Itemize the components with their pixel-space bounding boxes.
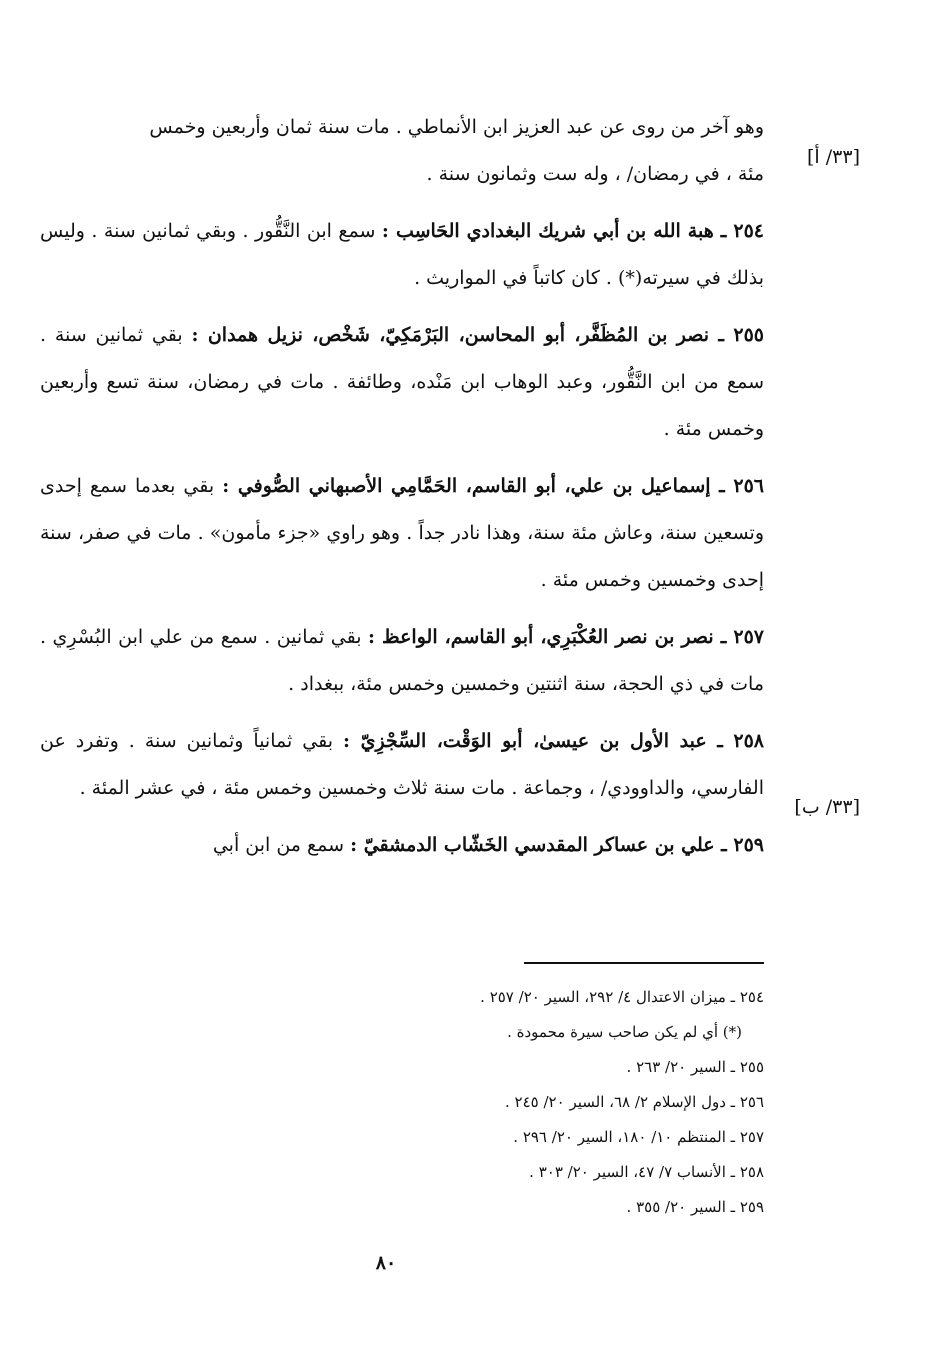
entry-heading: ٢٥٦ ـ إسماعيل بن علي، أبو القاسم، الحَمَّامِي الأصبهاني الصُّوفي : [222,475,764,497]
text-line: وهو آخر من روى عن عبد العزيز ابن الأنماطي . مات سنة ثمان وأربعين وخمس [149,116,764,138]
footnote-258: ٢٥٨ ـ الأنساب ٧/ ٤٧، السير ٢٠/ ٣٠٣ . [529,1163,764,1181]
footnote-257: ٢٥٧ ـ المنتظم ١٠/ ١٨٠، السير ٢٠/ ٢٩٦ . [513,1128,764,1146]
folio-marker-33b: [٣٣/ ب] [794,796,860,818]
entry-heading: ٢٥٨ ـ عبد الأول بن عيسىٰ، أبو الوَقْت، السِّجْزِيّ : [343,730,764,752]
entry-heading: ٢٥٧ ـ نصر بن نصر العُكْبَرِي، أبو القاسم، الواعظ : [367,626,764,648]
footnote-254: ٢٥٤ ـ ميزان الاعتدال ٤/ ٢٩٢، السير ٢٠/ ٢٥٧ . [480,988,764,1006]
entry-text: بقي ثمانين سنة . سمع من ابن النَّقُّور، وعبد الوهاب ابن مَنْده، وطائفة . مات في رمضان، سنة تسع وأربعين وخمس مئة . [40,324,764,440]
entry-text: بقي بعدما سمع إحدى وتسعين سنة، وعاش مئة سنة، وهذا نادر جداً . وهو راوي «جزء مأمون» . مات في صفر، سنة إحدى وخمسين وخمس مئة . [40,475,764,591]
footnote-divider [524,962,764,964]
folio-marker-33a: [٣٣/ أ] [807,146,860,168]
entry-heading: ٢٥٩ ـ علي بن عساكر المقدسي الخَشّاب الدمشقيّ : [350,834,764,856]
entry-heading: ٢٥٥ ـ نصر بن المُظَفَّر، أبو المحاسن، البَرْمَكِيّ، شَخْص، نزيل همدان : [191,324,764,346]
entry-254 [40,208,764,302]
entry-continuation [40,104,764,198]
entry-256 [40,463,764,604]
footnote-256: ٢٥٦ ـ دول الإسلام ٢/ ٦٨، السير ٢٠/ ٢٤٥ . [505,1093,764,1111]
entry-text: سمع ابن النَّقُّور . وبقي ثمانين سنة . وليس بذلك في سيرته(*) . كان كاتباً في المواريث . [40,220,764,289]
entry-255 [40,312,764,453]
entry-text: بقي ثمانياً وثمانين سنة . وتفرد عن الفارسي، والداوودي/ ، وجماعة . مات سنة ثلاث وخمسين وخمس مئة ، في عشر المئة . [40,730,764,799]
entry-text: سمع من ابن أبي [212,834,351,856]
footnote-255: ٢٥٥ ـ السير ٢٠/ ٢٦٣ . [626,1058,764,1076]
footnote-259: ٢٥٩ ـ السير ٢٠/ ٣٥٥ . [626,1198,764,1216]
entry-259 [40,822,764,869]
main-text [40,104,764,879]
entry-heading: ٢٥٤ ـ هبة الله بن أبي شريك البغدادي الحَاسِب : [381,220,764,242]
footnotes [300,980,764,1225]
entry-258 [40,718,764,812]
footnote-star: (*) أي لم يكن صاحب سيرة محمودة . [507,1023,742,1041]
entry-text: بقي ثمانين . سمع من علي ابن البُسْرِي . مات في ذي الحجة، سنة اثنتين وخمسين وخمس مئة، ببغداد . [40,626,764,695]
text-line: مئة ، في رمضان/ ، وله ست وثمانون سنة . [426,163,764,185]
page-number: ٨٠ [375,1252,397,1274]
entry-257 [40,614,764,708]
